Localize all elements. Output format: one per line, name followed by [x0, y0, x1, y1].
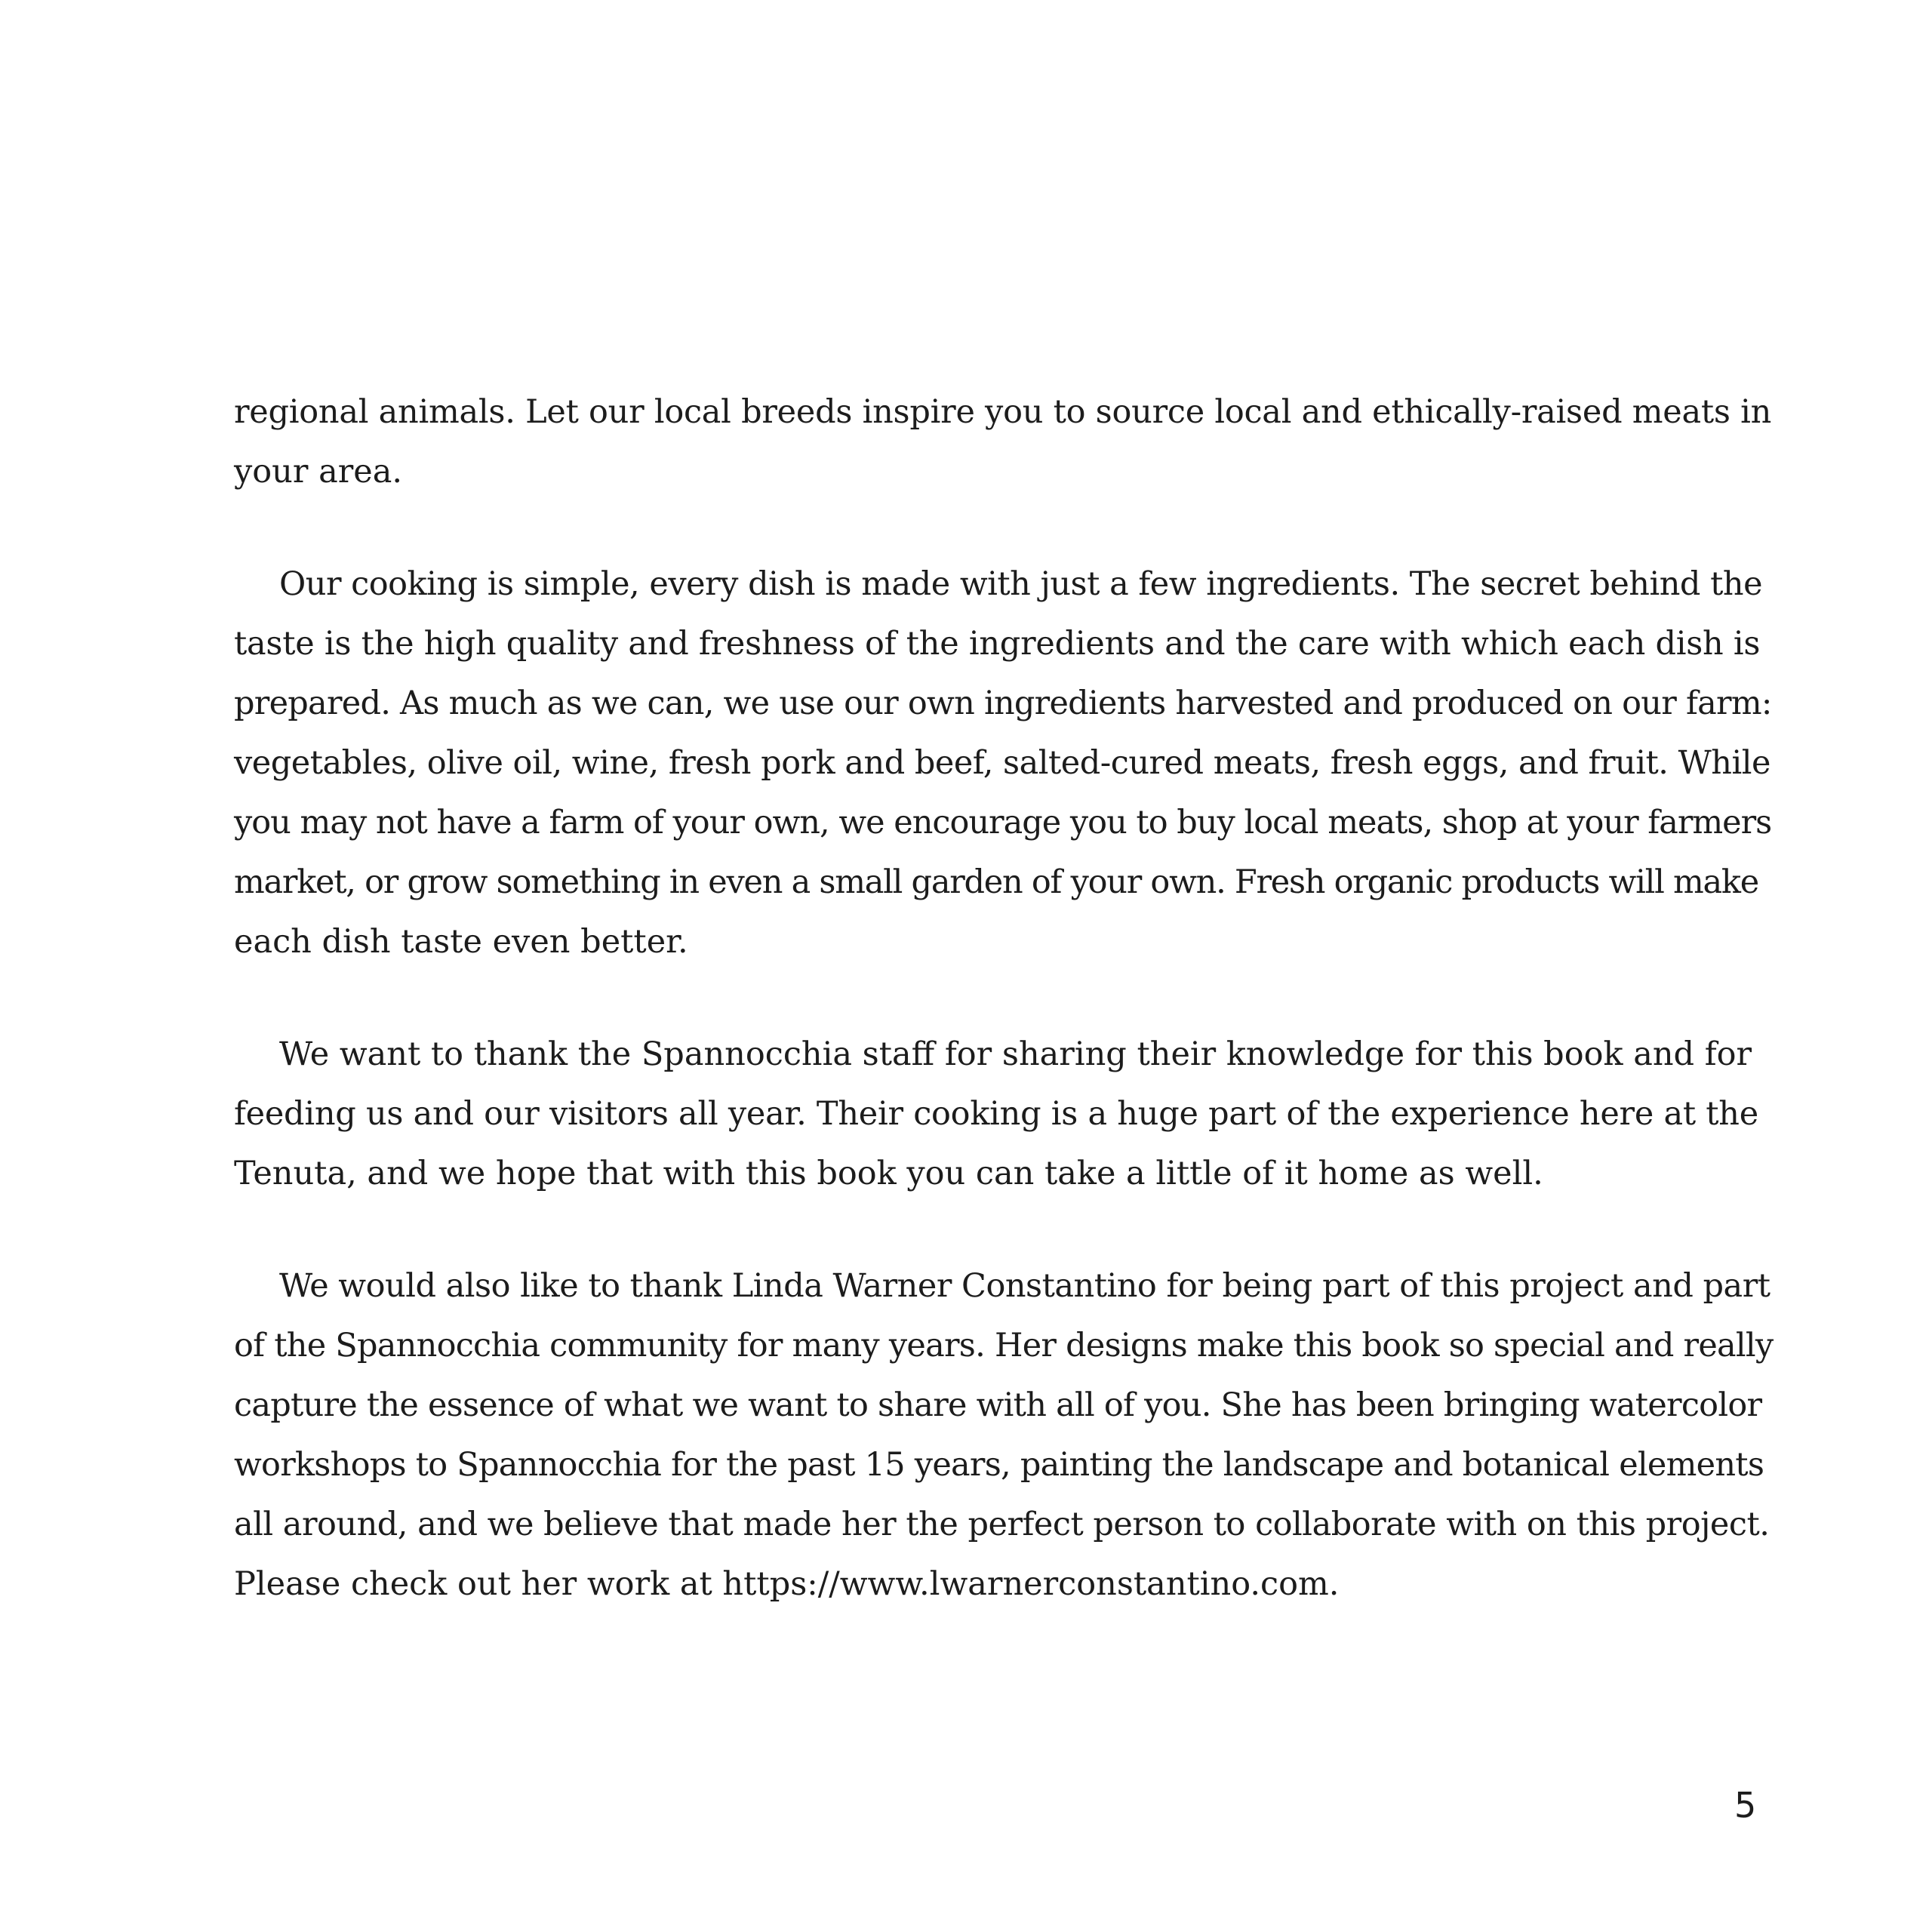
- paragraph-line: Our cooking is simple, every dish is made with just a few ingredients. The secret behind the: [279, 565, 1763, 603]
- paragraph-line: vegetables, olive oil, wine, fresh pork and beef, salted-cured meats, fresh eggs, and fruit. While: [234, 744, 1770, 782]
- paragraph-2: [234, 555, 1774, 972]
- paragraph-line: Tenuta, and we hope that with this book you can take a little of it home as well.: [234, 1155, 1543, 1192]
- paragraph-line: We want to thank the Spannocchia staff for sharing their knowledge for this book and for: [279, 1035, 1752, 1073]
- paragraph-line: each dish taste even better.: [234, 923, 688, 961]
- paragraph-line: capture the essence of what we want to share with all of you. She has been bringing watercolor: [234, 1386, 1762, 1424]
- paragraph-line: you may not have a farm of your own, we encourage you to buy local meats, shop at your farmers: [234, 804, 1772, 841]
- paragraph-line: regional animals. Let our local breeds inspire you to source local and ethically-raised meats in: [234, 393, 1772, 431]
- paragraph-line: workshops to Spannocchia for the past 15 years, painting the landscape and botanical elements: [234, 1446, 1764, 1484]
- body-text: [234, 383, 1774, 1614]
- paragraph-line: feeding us and our visitors all year. Their cooking is a huge part of the experience here at the: [234, 1095, 1758, 1133]
- paragraph-1: [234, 383, 1774, 502]
- paragraph-line: prepared. As much as we can, we use our own ingredients harvested and produced on our farm:: [234, 685, 1772, 722]
- paragraph-line: market, or grow something in even a small garden of your own. Fresh organic products will make: [234, 863, 1758, 901]
- paragraph-4: [234, 1257, 1774, 1614]
- paragraph-line: We would also like to thank Linda Warner Constantino for being part of this project and part: [279, 1267, 1770, 1305]
- paragraph-line: Please check out her work at https://www.lwarnerconstantino.com.: [234, 1565, 1340, 1603]
- page-number: 5: [1734, 1785, 1757, 1826]
- paragraph-line: of the Spannocchia community for many years. Her designs make this book so special and really: [234, 1327, 1774, 1364]
- paragraph-line: taste is the high quality and freshness of the ingredients and the care with which each dish is: [234, 625, 1761, 663]
- paragraph-line: all around, and we believe that made her the perfect person to collaborate with on this project.: [234, 1506, 1770, 1543]
- paragraph-3: [234, 1025, 1774, 1204]
- paragraph-line: your area.: [234, 453, 403, 491]
